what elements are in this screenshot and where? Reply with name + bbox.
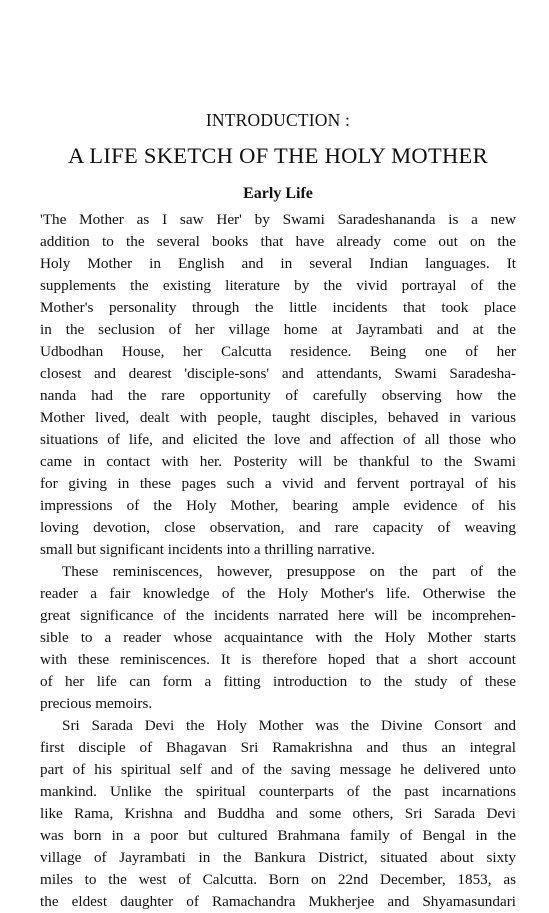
text-line: addition to the several books that have already come out on the bbox=[40, 233, 516, 250]
text-line: Sri Sarada Devi the Holy Mother was the Divine Consort and bbox=[62, 717, 516, 734]
text-line: was born in a poor but cultured Brahmana family of Bengal in the bbox=[40, 827, 516, 844]
text-line: for giving in these pages such a vivid and fervent portrayal of his bbox=[40, 475, 516, 492]
text-line: supplements the existing literature by the vivid portrayal of the bbox=[40, 277, 516, 294]
paragraph-2 bbox=[40, 561, 516, 715]
text-line: 'The Mother as I saw Her' by Swami Saradeshananda is a new bbox=[40, 211, 516, 228]
text-line: Mother's personality through the little incidents that took place bbox=[40, 299, 516, 316]
text-line: Holy Mother in English and in several Indian languages. It bbox=[40, 255, 516, 272]
text-line: the eldest daughter of Ramachandra Mukherjee and Shyamasundari bbox=[40, 893, 516, 910]
text-line: closest and dearest 'disciple-sons' and attendants, Swami Saradesha- bbox=[40, 365, 516, 382]
paragraph-3 bbox=[40, 715, 516, 913]
text-line: loving devotion, close observation, and rare capacity of weaving bbox=[40, 519, 516, 536]
text-line: reader a fair knowledge of the Holy Mother's life. Otherwise the bbox=[40, 585, 516, 602]
text-line: small but significant incidents into a thrilling narrative. bbox=[40, 541, 375, 558]
text-line: mankind. Unlike the spiritual counterparts of the past incarnations bbox=[40, 783, 516, 800]
text-line: village of Jayrambati in the Bankura District, situated about sixty bbox=[40, 849, 516, 866]
text-line: with these reminiscences. It is therefore hoped that a short account bbox=[40, 651, 516, 668]
text-line: sible to a reader whose acquaintance with the Holy Mother starts bbox=[40, 629, 516, 646]
text-line: part of his spiritual self and of the saving message he delivered unto bbox=[40, 761, 516, 778]
text-line: situations of life, and elicited the love and affection of all those who bbox=[40, 431, 516, 448]
text-line: precious memoirs. bbox=[40, 695, 153, 712]
intro-heading: INTRODUCTION : bbox=[205, 110, 351, 130]
text-line: These reminiscences, however, presuppose on the part of the bbox=[62, 563, 516, 580]
text-line: of her life can form a fitting introduction to the study of these bbox=[40, 673, 516, 690]
text-line: Mother lived, dealt with people, taught disciples, behaved in various bbox=[40, 409, 516, 426]
text-line: nanda had the rare opportunity of carefully observing how the bbox=[40, 387, 516, 404]
text-line: in the seclusion of her village home at Jayrambati and at the bbox=[40, 321, 516, 338]
text-line: Udbodhan House, her Calcutta residence. Being one of her bbox=[40, 343, 516, 360]
section-heading: Early Life bbox=[243, 185, 313, 202]
text-line: miles to the west of Calcutta. Born on 22nd December, 1853, as bbox=[40, 871, 516, 888]
paragraph-1 bbox=[40, 209, 516, 561]
book-page bbox=[40, 108, 516, 913]
text-line: impressions of the Holy Mother, bearing ample evidence of his bbox=[40, 497, 516, 514]
page-title: A LIFE SKETCH OF THE HOLY MOTHER bbox=[68, 143, 488, 168]
text-line: first disciple of Bhagavan Sri Ramakrishna and thus an integral bbox=[40, 739, 516, 756]
text-line: like Rama, Krishna and Buddha and some others, Sri Sarada Devi bbox=[40, 805, 516, 822]
text-line: great significance of the incidents narrated here will be incomprehen- bbox=[40, 607, 516, 624]
text-line: came in contact with her. Posterity will be thankful to the Swami bbox=[40, 453, 516, 470]
